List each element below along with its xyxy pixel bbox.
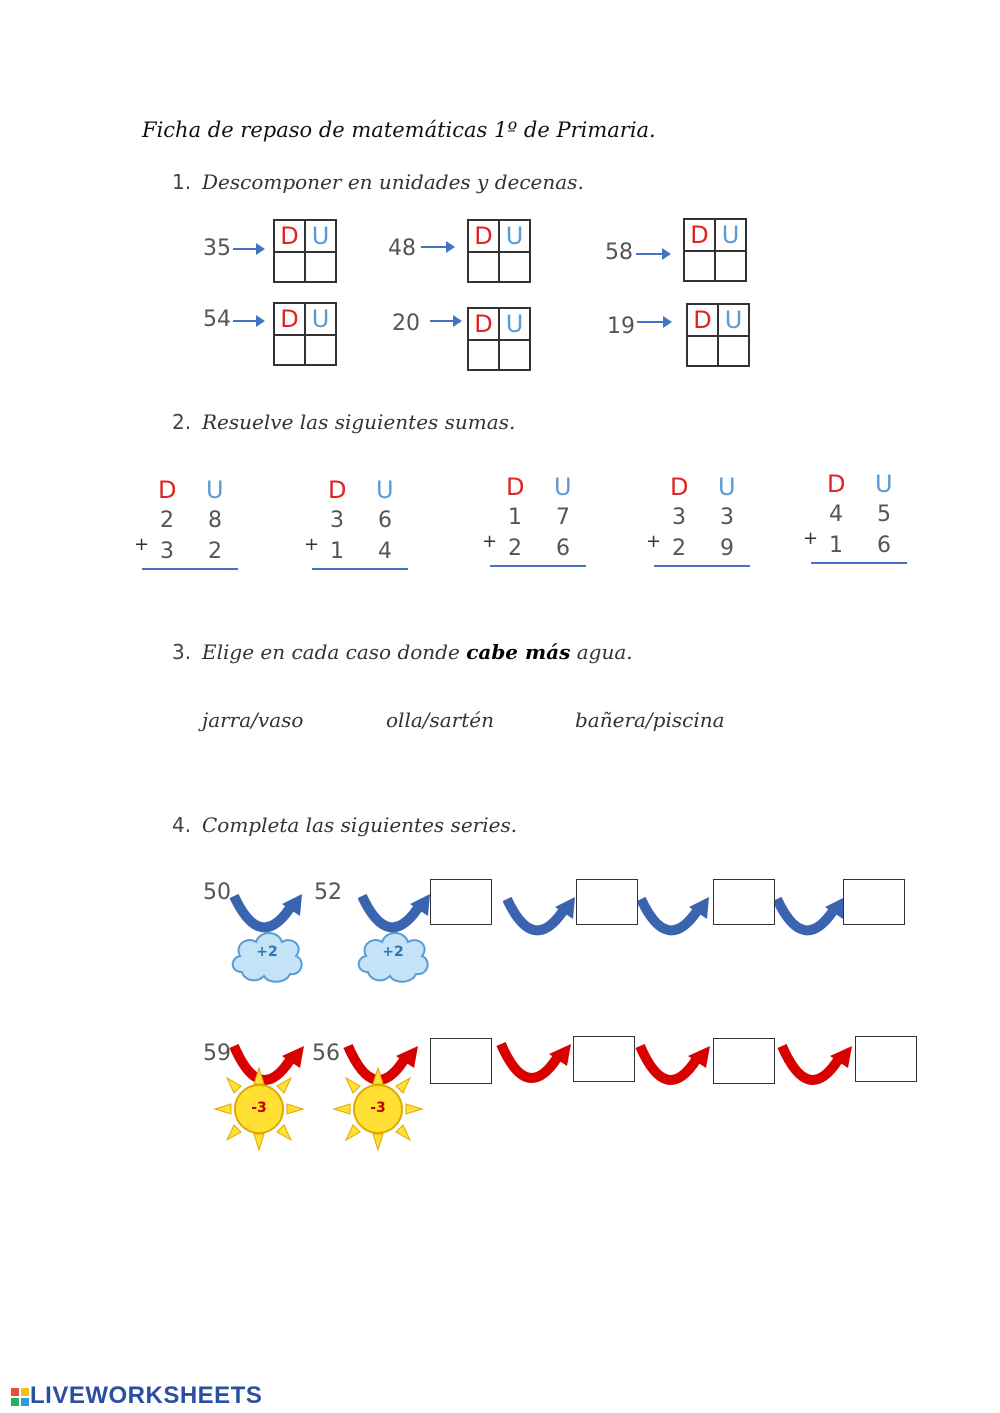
q4-text: Completa las siguientes series. bbox=[202, 813, 518, 837]
u-header: U bbox=[499, 220, 530, 252]
d-header: D bbox=[684, 219, 715, 251]
addend-b-units: 6 bbox=[556, 536, 570, 561]
sum-line bbox=[811, 562, 907, 564]
addend-a-tens: 3 bbox=[330, 508, 344, 533]
q1-number-20: 20 bbox=[392, 311, 420, 336]
q1-number-54: 54 bbox=[203, 307, 231, 332]
u-header: U bbox=[554, 473, 572, 501]
addend-a-tens: 4 bbox=[829, 502, 843, 527]
liveworksheets-logo[interactable] bbox=[10, 1382, 262, 1410]
plus-sign: + bbox=[304, 534, 320, 555]
sum-2 bbox=[304, 476, 412, 586]
u-header: U bbox=[499, 308, 530, 340]
addend-b-units: 6 bbox=[877, 533, 891, 558]
du-box bbox=[273, 219, 337, 283]
du-box bbox=[683, 218, 747, 282]
arrow-icon bbox=[430, 320, 460, 322]
addend-b-tens: 1 bbox=[829, 533, 843, 558]
blue-jump-arrow-icon bbox=[503, 893, 579, 949]
q1-number-35: 35 bbox=[203, 236, 231, 261]
series1-answer-box-2[interactable] bbox=[576, 879, 638, 925]
sun-step-badge bbox=[213, 1066, 305, 1152]
sum-4 bbox=[646, 473, 754, 583]
q2-number: 2. bbox=[172, 410, 192, 434]
q1-number: 1. bbox=[172, 170, 192, 194]
q1-number-58: 58 bbox=[605, 240, 633, 265]
addend-a-units: 8 bbox=[208, 508, 222, 533]
red-jump-arrow-icon bbox=[495, 1040, 575, 1096]
d-header: D bbox=[827, 470, 846, 498]
u-header: U bbox=[206, 476, 224, 504]
red-jump-arrow-icon bbox=[634, 1042, 714, 1098]
d-header: D bbox=[506, 473, 525, 501]
option-jarra-vaso[interactable]: jarra/vaso bbox=[202, 708, 304, 732]
series2-start: 59 bbox=[203, 1041, 231, 1066]
addend-b-tens: 2 bbox=[508, 536, 522, 561]
q1-number-48: 48 bbox=[388, 236, 416, 261]
d-header: D bbox=[274, 220, 305, 252]
q3-text-before: Elige en cada caso donde bbox=[202, 640, 467, 664]
u-answer-cell[interactable] bbox=[305, 335, 336, 365]
logo-text: LIVEWORKSHEETS bbox=[30, 1382, 263, 1409]
q3-number: 3. bbox=[172, 640, 192, 664]
arrow-icon bbox=[421, 246, 453, 248]
d-header: D bbox=[468, 308, 499, 340]
cloud-step-badge bbox=[354, 926, 432, 984]
q3-text-bold: cabe más bbox=[466, 640, 571, 664]
u-answer-cell[interactable] bbox=[499, 252, 530, 282]
plus-sign: + bbox=[482, 531, 498, 552]
addend-a-tens: 1 bbox=[508, 505, 522, 530]
sum-line bbox=[490, 565, 586, 567]
option-olla-sarten[interactable]: olla/sartén bbox=[386, 708, 494, 732]
worksheet-title: Ficha de repaso de matemáticas 1º de Primaria. bbox=[142, 118, 656, 142]
addend-a-units: 3 bbox=[720, 505, 734, 530]
sum-line bbox=[312, 568, 408, 570]
series2-second: 56 bbox=[312, 1041, 340, 1066]
series1-answer-box-1[interactable] bbox=[430, 879, 492, 925]
series1-start: 50 bbox=[203, 880, 231, 905]
arrow-icon bbox=[233, 248, 263, 250]
blue-jump-arrow-icon bbox=[637, 893, 713, 949]
series1-answer-box-4[interactable] bbox=[843, 879, 905, 925]
addend-a-units: 6 bbox=[378, 508, 392, 533]
arrow-icon bbox=[233, 320, 263, 322]
blue-jump-arrow-icon bbox=[773, 893, 849, 949]
q2-text: Resuelve las siguientes sumas. bbox=[202, 410, 516, 434]
plus-sign: + bbox=[134, 534, 150, 555]
u-header: U bbox=[305, 220, 336, 252]
arrow-icon bbox=[637, 321, 670, 323]
series2-answer-box-1[interactable] bbox=[430, 1038, 492, 1084]
d-header: D bbox=[687, 304, 718, 336]
d-answer-cell[interactable] bbox=[274, 335, 305, 365]
d-header: D bbox=[274, 303, 305, 335]
addend-b-tens: 2 bbox=[672, 536, 686, 561]
q3-text bbox=[202, 640, 633, 664]
u-answer-cell[interactable] bbox=[718, 336, 749, 366]
arrow-icon bbox=[636, 253, 669, 255]
d-header: D bbox=[158, 476, 177, 504]
series2-answer-box-3[interactable] bbox=[713, 1038, 775, 1084]
q4-number: 4. bbox=[172, 813, 192, 837]
plus-sign: + bbox=[646, 531, 662, 552]
d-answer-cell[interactable] bbox=[468, 252, 499, 282]
step-label: +2 bbox=[382, 944, 404, 960]
sum-line bbox=[142, 568, 238, 570]
u-header: U bbox=[718, 304, 749, 336]
du-box bbox=[467, 219, 531, 283]
step-label: +2 bbox=[256, 944, 278, 960]
addend-b-tens: 3 bbox=[160, 539, 174, 564]
q1-text: Descomponer en unidades y decenas. bbox=[202, 170, 584, 194]
series2-answer-box-2[interactable] bbox=[573, 1036, 635, 1082]
addend-a-tens: 3 bbox=[672, 505, 686, 530]
addend-b-units: 9 bbox=[720, 536, 734, 561]
u-header: U bbox=[376, 476, 394, 504]
addend-b-units: 2 bbox=[208, 539, 222, 564]
series1-answer-box-3[interactable] bbox=[713, 879, 775, 925]
addend-b-units: 4 bbox=[378, 539, 392, 564]
d-answer-cell[interactable] bbox=[684, 251, 715, 281]
sum-3 bbox=[482, 473, 590, 583]
sum-line bbox=[654, 565, 750, 567]
addend-b-tens: 1 bbox=[330, 539, 344, 564]
d-header: D bbox=[670, 473, 689, 501]
d-header: D bbox=[328, 476, 347, 504]
d-answer-cell[interactable] bbox=[687, 336, 718, 366]
step-label: -3 bbox=[251, 1100, 267, 1116]
logo-squares-icon bbox=[10, 1387, 30, 1407]
plus-sign: + bbox=[803, 528, 819, 549]
q1-number-19: 19 bbox=[607, 314, 635, 339]
q3-text-after: agua. bbox=[570, 640, 633, 664]
red-jump-arrow-icon bbox=[776, 1042, 856, 1098]
series2-answer-box-4[interactable] bbox=[855, 1036, 917, 1082]
option-banera-piscina[interactable]: bañera/piscina bbox=[575, 708, 725, 732]
step-label: -3 bbox=[370, 1100, 386, 1116]
sun-step-badge bbox=[332, 1066, 424, 1152]
du-box bbox=[467, 307, 531, 371]
u-header: U bbox=[718, 473, 736, 501]
du-box bbox=[686, 303, 750, 367]
u-answer-cell[interactable] bbox=[715, 251, 746, 281]
d-answer-cell[interactable] bbox=[468, 340, 499, 370]
sum-5 bbox=[803, 470, 911, 580]
u-header: U bbox=[715, 219, 746, 251]
u-answer-cell[interactable] bbox=[499, 340, 530, 370]
d-answer-cell[interactable] bbox=[274, 252, 305, 282]
u-header: U bbox=[875, 470, 893, 498]
u-answer-cell[interactable] bbox=[305, 252, 336, 282]
addend-a-units: 5 bbox=[877, 502, 891, 527]
cloud-step-badge bbox=[228, 926, 306, 984]
series1-second: 52 bbox=[314, 880, 342, 905]
addend-a-tens: 2 bbox=[160, 508, 174, 533]
sum-1 bbox=[134, 476, 242, 586]
d-header: D bbox=[468, 220, 499, 252]
du-box bbox=[273, 302, 337, 366]
addend-a-units: 7 bbox=[556, 505, 570, 530]
u-header: U bbox=[305, 303, 336, 335]
